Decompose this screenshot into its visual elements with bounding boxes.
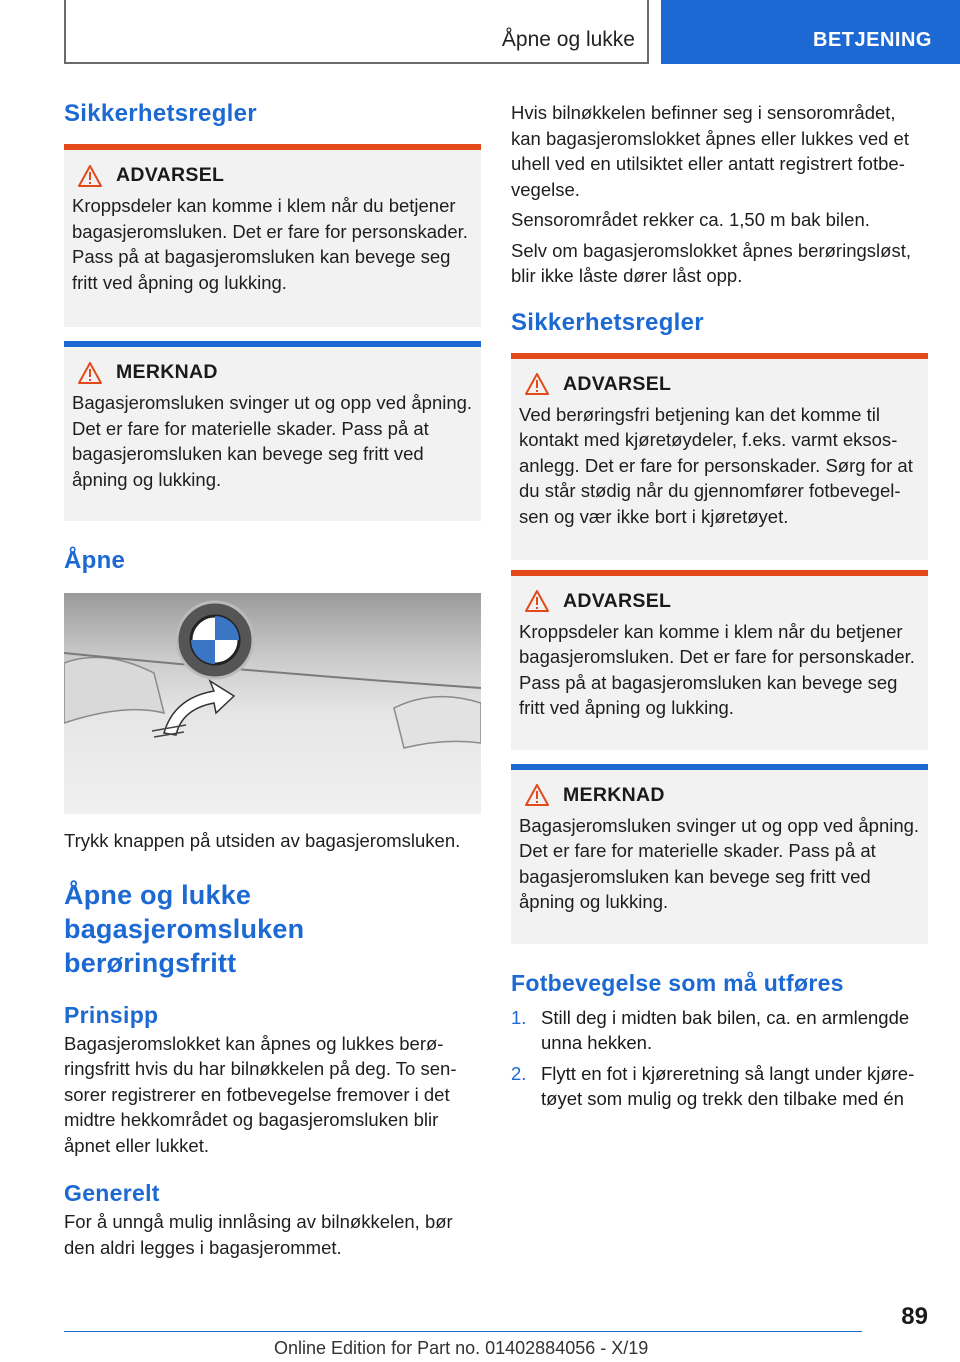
note-label: MERKNAD: [563, 783, 665, 806]
paragraph-sensor-range: Hvis bilnøkkelen befinner seg i sensorområdet, kan bagasjeromslokket åpnes eller lukkes ved et uhell ved en utilsiktet eller antatt registrert fotbevegelse.: [511, 102, 909, 200]
warning-text: Ved berøringsfri betjening kan det komme til kontakt med kjøretøydeler, f.eks. varmt eksosanlegg. Det er fare for personskader. Sørg for at du står stødig når du gjennomfører fotbevegelsen og vær ikke bort i kjøretøyet.: [519, 403, 913, 527]
image-caption: Trykk knappen på utsiden av bagasjeromsluken.: [64, 830, 461, 851]
warning-header: [525, 590, 920, 613]
section-label: BETJENING: [813, 29, 932, 51]
step-text: Still deg i midten bak bilen, ca. en armlengde unna hekken.: [541, 1006, 910, 1053]
page-header: [0, 0, 960, 66]
note-header: [78, 361, 473, 384]
warning-header: [525, 373, 920, 396]
warning-box: [511, 570, 928, 750]
note-header: [525, 784, 920, 807]
warning-box: [64, 144, 481, 327]
warning-text: Kroppsdeler kan komme i klem når du betjener bagasjeromsluken. Det er fare for personskader. Pass på at bagasjeromsluken kan bevege seg fritt ved åpning og lukking.: [72, 195, 468, 293]
warning-box: [511, 353, 928, 560]
footer-edition: Online Edition for Part no. 01402884056 - X/19: [274, 1338, 649, 1358]
heading-safety-rules: Sikkerhetsregler: [511, 308, 704, 336]
warning-label: ADVARSEL: [563, 589, 672, 612]
list-item: [511, 1061, 928, 1112]
warning-label: ADVARSEL: [116, 164, 225, 186]
page-number: 89: [901, 1303, 928, 1330]
heading-contactless: Åpne og lukke bagasjeromsluken berøringsfritt: [64, 879, 305, 978]
note-text: Bagasjeromsluken svinger ut og opp ved åpning. Det er fare for materielle skader. Pass på at bagasjeromsluken kan bevege seg fritt ved åpning og lukking.: [519, 814, 920, 912]
note-box: [64, 341, 481, 521]
step-text: Flytt en fot i kjøreretning så langt under kjøretøyet som mulig og trekk den tilbake med én: [541, 1062, 915, 1109]
heading-open: Åpne: [64, 547, 126, 574]
warning-triangle-icon: [525, 590, 549, 612]
note-text: Bagasjeromsluken svinger ut og opp ved åpning. Det er fare for materielle skader. Pass på at bagasjeromsluken kan bevege seg fritt ved åpning og lukking.: [72, 392, 473, 490]
warning-triangle-icon: [78, 362, 102, 384]
principle-text: Bagasjeromslokket kan åpnes og lukkes berøringsfritt hvis du har bilnøkkelen på deg. To sensorer registrerer en fotbevegelse fremover i det midtre hekkområdet og bagasjeromsluken blir åpnet eller lukket.: [64, 1032, 457, 1156]
heading-general: Generelt: [64, 1180, 160, 1206]
tailgate-button-image: [64, 593, 481, 814]
warning-triangle-icon: [525, 373, 549, 395]
heading-foot-movement: Fotbevegelse som må utføres: [511, 969, 844, 996]
warning-text: Kroppsdeler kan komme i klem når du betjener bagasjeromsluken. Det er fare for personskader. Pass på at bagasjeromsluken kan bevege seg fritt ved åpning og lukking.: [519, 620, 915, 718]
note-box: [511, 764, 928, 944]
warning-triangle-icon: [525, 784, 549, 806]
list-item: [511, 1005, 928, 1056]
right-column: [511, 100, 928, 1112]
heading-safety-rules: Sikkerhetsregler: [64, 100, 257, 127]
footer-divider: [64, 1331, 862, 1332]
tailgate-illustration: [64, 593, 481, 814]
heading-principle: Prinsipp: [64, 1001, 159, 1028]
warning-triangle-icon: [78, 165, 102, 187]
note-label: MERKNAD: [116, 361, 218, 383]
paragraph-sensor-distance: Sensorområdet rekker ca. 1,50 m bak bilen.: [511, 209, 870, 230]
step-list: [511, 1005, 928, 1112]
header-title-box: [64, 0, 649, 64]
general-text: For å unngå mulig innlåsing av bilnøkkelen, bør den aldri legges i bagasjerommet.: [64, 1211, 453, 1258]
chapter-title: Åpne og lukke: [501, 28, 635, 51]
left-column: [64, 100, 481, 1260]
warning-label: ADVARSEL: [563, 372, 672, 395]
paragraph-doors-locked: Selv om bagasjeromslokket åpnes berøringsløst, blir ikke låste dører låst opp.: [511, 239, 911, 286]
section-tab: [661, 0, 960, 64]
step-number: 2.: [511, 1062, 527, 1084]
step-number: 1.: [511, 1006, 527, 1028]
warning-header: [78, 164, 473, 187]
